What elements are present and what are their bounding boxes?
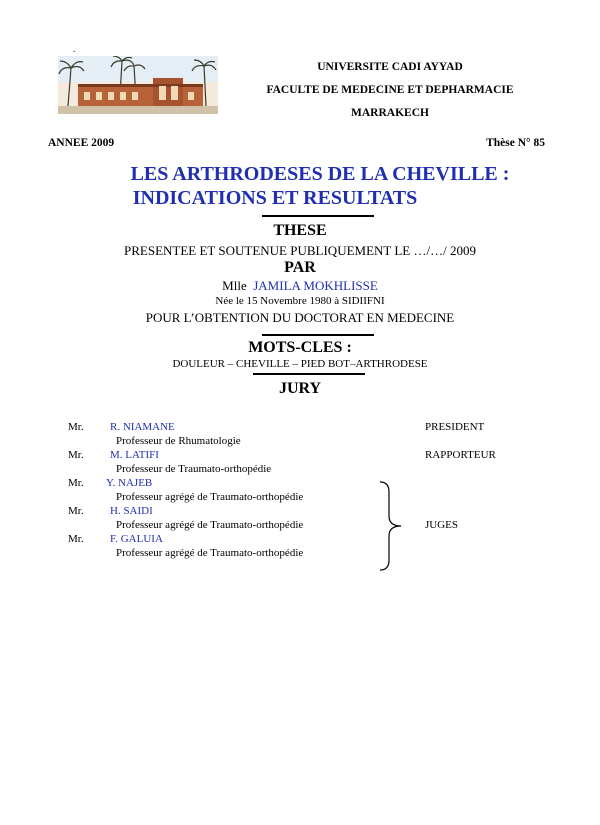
thesis-title-line2: INDICATIONS ET RESULTATS — [132, 187, 418, 209]
thesis-title-line1: LES ARTHRODESES DE LA CHEVILLE : — [130, 163, 510, 185]
author-name: JAMILA MOKHLISSE — [253, 278, 378, 293]
academic-year: ANNEE 2009 — [48, 137, 115, 149]
divider — [262, 215, 374, 217]
judges-label: JUGES — [425, 519, 459, 531]
author-prefix: Mlle — [222, 278, 247, 293]
divider — [253, 373, 365, 375]
par-heading: PAR — [284, 259, 316, 276]
jury-heading: JURY — [278, 380, 322, 397]
jury-role: Professeur agrégé de Traumato-orthopédie — [116, 491, 304, 503]
presentation-line: PRESENTEE ET SOUTENUE PUBLIQUEMENT LE …/…/ 2009 — [124, 243, 476, 258]
jury-title: Mr. — [68, 449, 84, 461]
jury-name: H. SAIDI — [110, 505, 153, 517]
jury-title: Mr. — [68, 533, 84, 545]
jury-role: Professeur agrégé de Traumato-orthopédie — [116, 519, 304, 531]
right-brace-icon — [375, 480, 405, 572]
purpose-line: POUR L’OBTENTION DU DOCTORAT EN MEDECINE — [145, 310, 455, 325]
jury-role: Professeur de Traumato-orthopédie — [116, 463, 272, 475]
jury-function: RAPPORTEUR — [425, 449, 496, 461]
keywords-heading: MOTS-CLES : — [248, 339, 352, 356]
jury-role: Professeur de Rhumatologie — [116, 435, 241, 447]
author-line — [0, 278, 600, 294]
jury-title: Mr. — [68, 477, 84, 489]
keywords-text: DOULEUR – CHEVILLE – PIED BOT–ARTHRODESE — [172, 358, 428, 370]
jury-name: F. GALUIA — [110, 533, 163, 545]
header-dot: . — [73, 44, 76, 54]
city-name: MARRAKECH — [351, 107, 429, 119]
these-heading: THESE — [273, 222, 327, 239]
faculty-building-logo — [58, 56, 218, 114]
jury-name: R. NIAMANE — [110, 421, 175, 433]
university-name: UNIVERSITE CADI AYYAD — [317, 61, 463, 73]
jury-function: PRESIDENT — [425, 421, 485, 433]
birth-line: Née le 15 Novembre 1980 à SIDIIFNI — [215, 295, 385, 307]
jury-title: Mr. — [68, 505, 84, 517]
jury-name: M. LATIFI — [110, 449, 159, 461]
divider — [262, 334, 374, 336]
jury-name: Y. NAJEB — [106, 477, 153, 489]
thesis-number: Thèse N° 85 — [486, 137, 545, 149]
jury-role: Professeur agrégé de Traumato-orthopédie — [116, 547, 304, 559]
jury-title: Mr. — [68, 421, 84, 433]
faculty-name: FACULTE DE MEDECINE ET DEPHARMACIE — [266, 84, 514, 96]
